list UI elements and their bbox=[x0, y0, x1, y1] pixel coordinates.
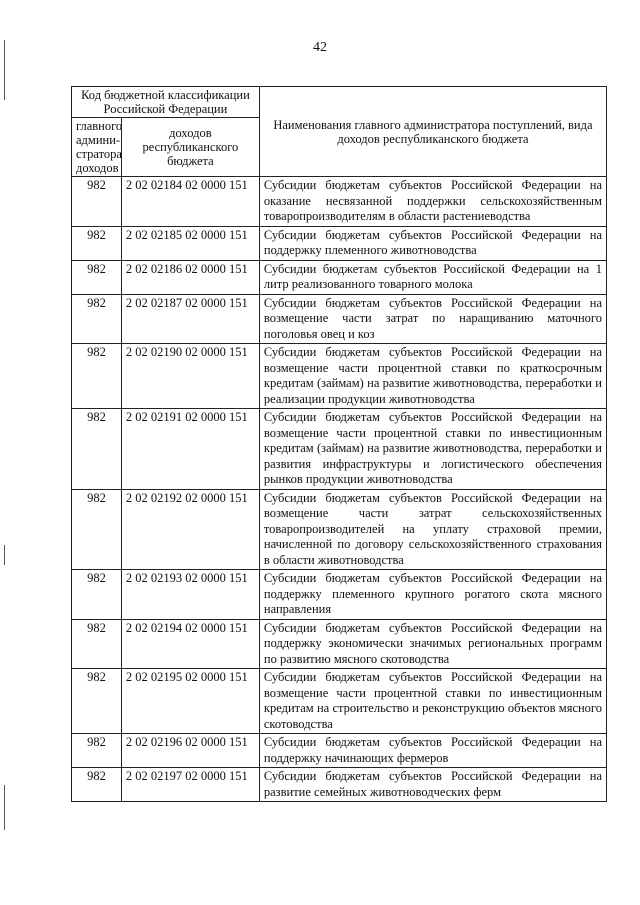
budget-classification-table bbox=[71, 86, 607, 802]
admin-code-cell: 982 bbox=[72, 489, 122, 570]
revenue-name-cell: Субсидии бюджетам субъектов Российской Федерации на развитие семейных животноводческих ферм bbox=[259, 768, 606, 802]
admin-code-cell: 982 bbox=[72, 344, 122, 409]
table-row bbox=[72, 489, 607, 570]
table-row bbox=[72, 177, 607, 227]
admin-code-cell: 982 bbox=[72, 294, 122, 344]
revenue-name-cell: Субсидии бюджетам субъектов Российской Федерации на 1 литр реализованного товарного молока bbox=[259, 260, 606, 294]
admin-code-cell: 982 bbox=[72, 669, 122, 734]
revenue-name-cell: Субсидии бюджетам субъектов Российской Федерации на поддержку племенного крупного рогатого скота мясного направления bbox=[259, 570, 606, 620]
revenue-code-cell: 2 02 02196 02 0000 151 bbox=[121, 734, 259, 768]
admin-code-cell: 982 bbox=[72, 177, 122, 227]
admin-code-cell: 982 bbox=[72, 619, 122, 669]
admin-code-cell: 982 bbox=[72, 768, 122, 802]
admin-code-cell: 982 bbox=[72, 734, 122, 768]
revenue-code-cell: 2 02 02194 02 0000 151 bbox=[121, 619, 259, 669]
revenue-name-cell: Субсидии бюджетам субъектов Российской Федерации на поддержку экономически значимых региональных программ по развитию мясного скотоводства bbox=[259, 619, 606, 669]
revenue-name-cell: Субсидии бюджетам субъектов Российской Федерации на возмещение части процентной ставки по инвестиционным кредитам на строительство и реконструкцию объектов мясного скотоводства bbox=[259, 669, 606, 734]
table-row bbox=[72, 669, 607, 734]
revenue-code-cell: 2 02 02193 02 0000 151 bbox=[121, 570, 259, 620]
table-row bbox=[72, 619, 607, 669]
revenue-name-cell: Субсидии бюджетам субъектов Российской Федерации на оказание несвязанной поддержки сельскохозяйственным товаропроизводителям в области растениеводства bbox=[259, 177, 606, 227]
revenue-code-cell: 2 02 02190 02 0000 151 bbox=[121, 344, 259, 409]
revenue-name-cell: Субсидии бюджетам субъектов Российской Федерации на поддержку племенного животноводства bbox=[259, 226, 606, 260]
table-row bbox=[72, 734, 607, 768]
scan-edge-mark bbox=[4, 545, 5, 565]
scan-edge-mark bbox=[4, 785, 5, 830]
revenue-code-cell: 2 02 02187 02 0000 151 bbox=[121, 294, 259, 344]
revenue-code-cell: 2 02 02192 02 0000 151 bbox=[121, 489, 259, 570]
revenue-code-cell: 2 02 02186 02 0000 151 bbox=[121, 260, 259, 294]
table-row bbox=[72, 260, 607, 294]
table-row bbox=[72, 570, 607, 620]
table-row bbox=[72, 344, 607, 409]
table-row bbox=[72, 226, 607, 260]
scan-edge-mark bbox=[4, 40, 5, 100]
revenue-name-cell: Субсидии бюджетам субъектов Российской Федерации на поддержку начинающих фермеров bbox=[259, 734, 606, 768]
revenue-name-cell: Субсидии бюджетам субъектов Российской Федерации на возмещение части процентной ставки по инвестиционным кредитам (займам) на развитие животноводства, переработки и развития инфраструктуры и логистического обеспечения рынков продукции животноводства bbox=[259, 409, 606, 490]
table-row bbox=[72, 768, 607, 802]
revenue-name-cell: Субсидии бюджетам субъектов Российской Федерации на возмещение части затрат сельскохозяйственных товаропроизводителей на уплату страховой премии, начисленной по договору сельскохозяйственного страхования в области животноводства bbox=[259, 489, 606, 570]
admin-code-cell: 982 bbox=[72, 226, 122, 260]
revenue-name-cell: Субсидии бюджетам субъектов Российской Федерации на возмещение части процентной ставки по краткосрочным кредитам (займам) на развитие животноводства, переработки и реализации продукции животноводства bbox=[259, 344, 606, 409]
admin-code-cell: 982 bbox=[72, 260, 122, 294]
header-name: Наименования главного администратора поступлений, вида доходов республиканского бюджета bbox=[259, 87, 606, 177]
admin-code-cell: 982 bbox=[72, 570, 122, 620]
revenue-code-cell: 2 02 02184 02 0000 151 bbox=[121, 177, 259, 227]
table-row bbox=[72, 409, 607, 490]
header-classification-code: Код бюджетной классификации Российской Федерации bbox=[72, 87, 260, 118]
revenue-code-cell: 2 02 02185 02 0000 151 bbox=[121, 226, 259, 260]
admin-code-cell: 982 bbox=[72, 409, 122, 490]
revenue-name-cell: Субсидии бюджетам субъектов Российской Федерации на возмещение части затрат по наращиванию маточного поголовья овец и коз bbox=[259, 294, 606, 344]
header-revenue-code: доходов республиканского бюджета bbox=[121, 118, 259, 177]
page-number: 42 bbox=[313, 40, 327, 55]
revenue-code-cell: 2 02 02197 02 0000 151 bbox=[121, 768, 259, 802]
revenue-code-cell: 2 02 02191 02 0000 151 bbox=[121, 409, 259, 490]
table-header bbox=[72, 87, 607, 177]
table-row bbox=[72, 294, 607, 344]
header-admin-code: главного админи-стратора доходов bbox=[72, 118, 122, 177]
revenue-code-cell: 2 02 02195 02 0000 151 bbox=[121, 669, 259, 734]
